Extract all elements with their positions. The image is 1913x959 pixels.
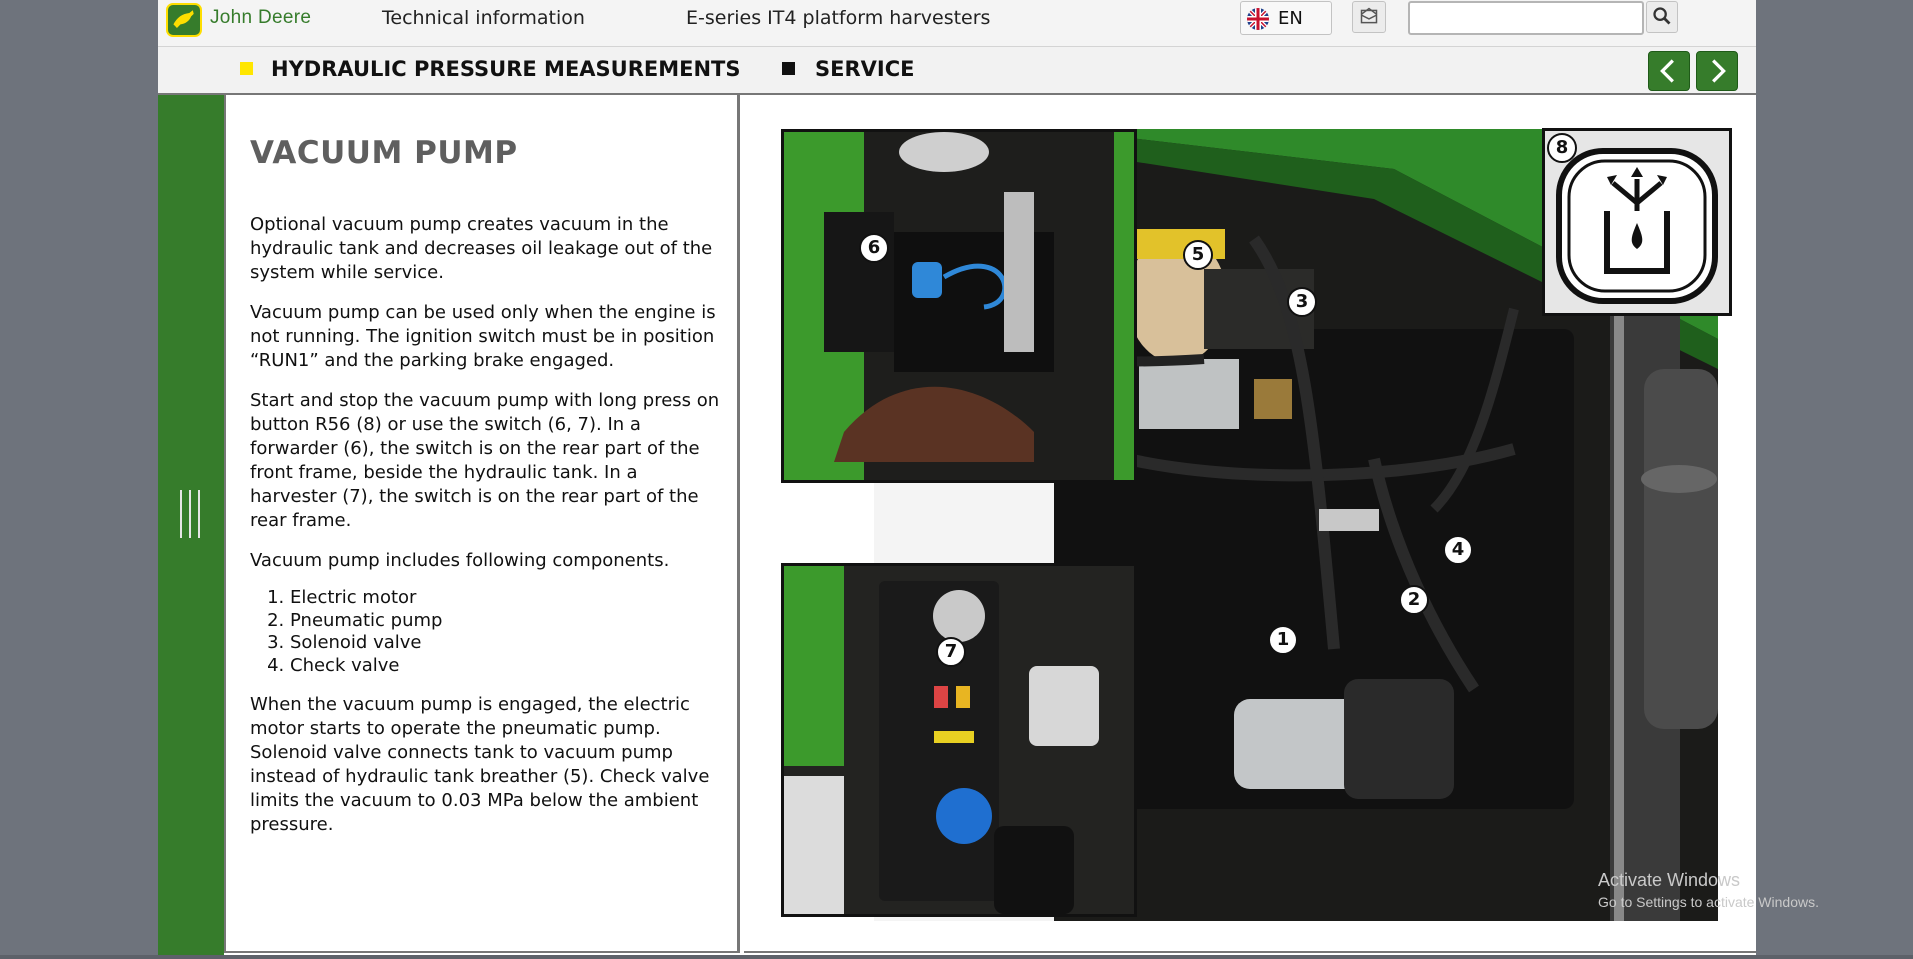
os-activation-title: Activate Windows xyxy=(1598,870,1741,890)
paragraph: Optional vacuum pump creates vacuum in the hydraulic tank and decreases oil leakage out of the system while service. xyxy=(250,214,713,283)
paragraph: Vacuum pump can be used only when the engine is not running. The ignition switch must be in position “RUN1” and the parking brake engaged. xyxy=(250,302,716,371)
uk-flag-icon xyxy=(1247,8,1269,30)
previous-page-button[interactable] xyxy=(1648,51,1690,91)
mail-icon xyxy=(1353,2,1385,32)
panel-resize-handle-icon[interactable] xyxy=(178,490,202,538)
breadcrumb xyxy=(158,47,1756,95)
list-item: 1. Electric motor xyxy=(290,587,720,610)
breadcrumb-label: SERVICE xyxy=(815,57,915,81)
callout-4: 4 xyxy=(1443,535,1473,565)
button-r56-symbol xyxy=(1542,128,1732,316)
callout-1: 1 xyxy=(1268,625,1298,655)
article-panel xyxy=(224,95,740,953)
chevron-right-icon xyxy=(1697,52,1737,90)
callout-2: 2 xyxy=(1399,585,1429,615)
breadcrumb-item-hydraulic[interactable] xyxy=(240,57,741,81)
os-activation-hint: Go to Settings to activate Windows. xyxy=(1598,894,1819,910)
language-code: EN xyxy=(1278,8,1303,29)
viewer-content xyxy=(158,0,1756,955)
article-body xyxy=(250,213,720,853)
callout-6: 6 xyxy=(859,233,889,263)
figure-panel xyxy=(744,95,1756,953)
callout-8: 8 xyxy=(1547,133,1577,163)
black-square-icon xyxy=(782,62,795,75)
next-page-button[interactable] xyxy=(1696,51,1738,91)
language-selector[interactable] xyxy=(1240,1,1332,35)
yellow-square-icon xyxy=(240,62,253,75)
callout-7: 7 xyxy=(936,637,966,667)
breadcrumb-label: HYDRAULIC PRESSURE MEASUREMENTS xyxy=(271,57,741,81)
john-deere-logo-icon[interactable] xyxy=(166,3,202,37)
search-input[interactable] xyxy=(1408,1,1644,35)
chevron-left-icon xyxy=(1649,52,1689,90)
paragraph: When the vacuum pump is engaged, the electric motor starts to operate the pneumatic pump. Solenoid valve connects tank to vacuum pump instead of hydraulic tank breather (5). Check valve limits the vacuum to 0.03 MPa below the ambient pressure. xyxy=(250,694,710,835)
component-list xyxy=(250,587,720,677)
brand-name: John Deere xyxy=(210,7,312,28)
breadcrumb-item-service[interactable] xyxy=(782,57,914,81)
search-icon xyxy=(1647,2,1677,32)
list-item: 4. Check valve xyxy=(290,655,720,678)
feedback-button[interactable] xyxy=(1352,1,1386,33)
harvester-switch-photo xyxy=(781,563,1137,917)
forwarder-switch-photo xyxy=(781,129,1137,483)
product-line-label: E-series IT4 platform harvesters xyxy=(686,7,991,29)
top-bar xyxy=(158,0,1756,47)
side-rail xyxy=(158,95,224,955)
list-item: 3. Solenoid valve xyxy=(290,632,720,655)
window-bottom-edge xyxy=(0,955,1913,959)
callout-5: 5 xyxy=(1183,240,1213,270)
list-item: 2. Pneumatic pump xyxy=(290,610,720,633)
paragraph: Vacuum pump includes following components. xyxy=(250,550,670,571)
page-title: VACUUM PUMP xyxy=(250,135,518,171)
section-label: Technical information xyxy=(382,7,585,29)
paragraph: Start and stop the vacuum pump with long press on button R56 (8) or use the switch (6, 7). In a forwarder (6), the switch is on the rear part of the front frame, beside the hydraulic tank. In a harvester (7), the switch is on the rear part of the rear frame. xyxy=(250,390,720,531)
search-button[interactable] xyxy=(1646,1,1678,33)
callout-3: 3 xyxy=(1287,287,1317,317)
